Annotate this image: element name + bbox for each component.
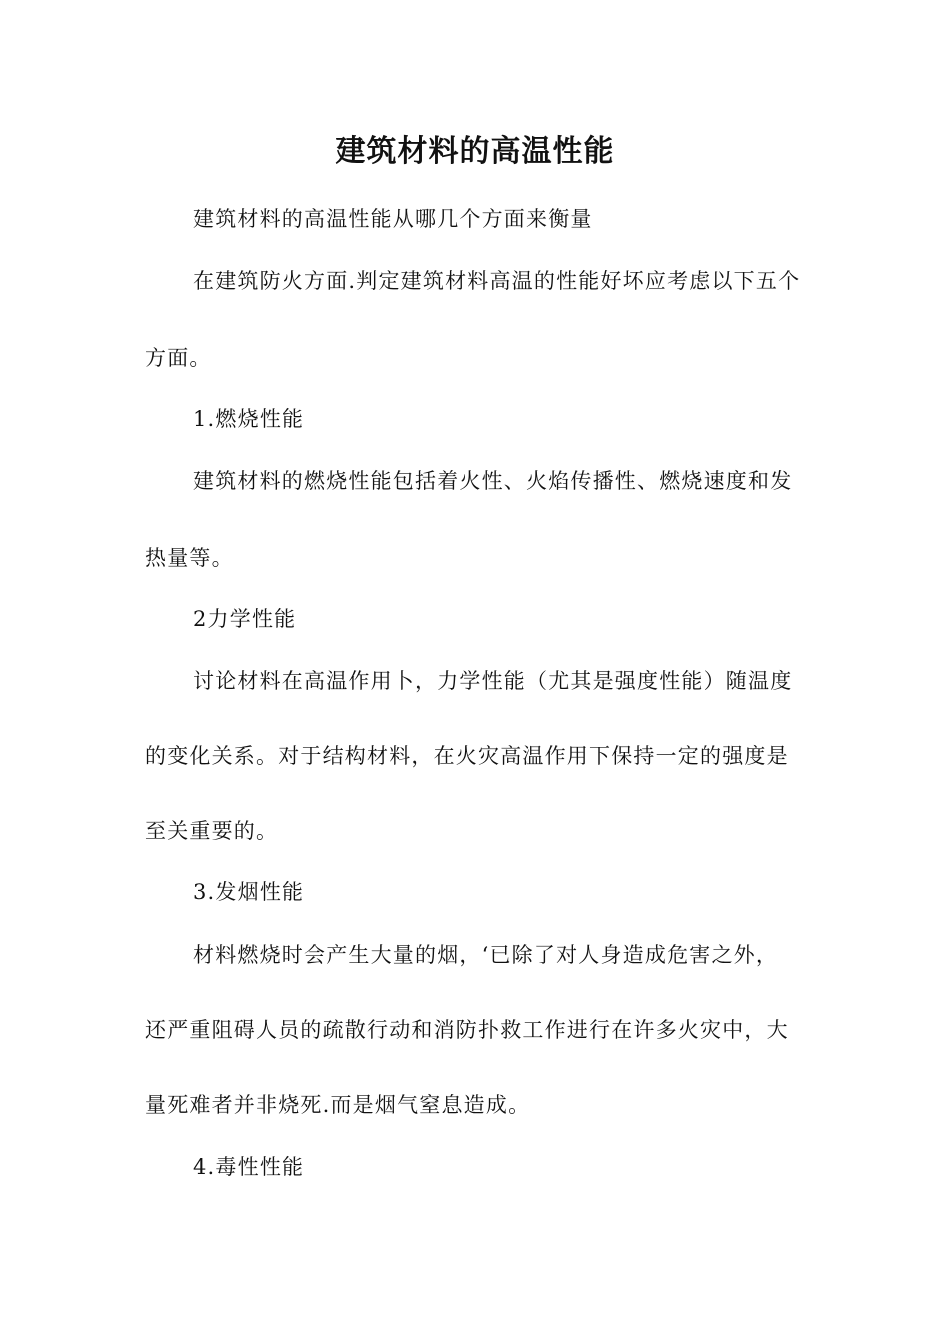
paragraph-line: 讨论材料在高温作用卜，力学性能（尤其是强度性能）随温度: [193, 669, 793, 693]
paragraph-line: 热量等。: [145, 546, 234, 570]
paragraph-line: 还严重阻碍人员的疏散行动和消防扑救工作进行在许多火灾中，大: [145, 1018, 789, 1042]
paragraph-line: 在建筑防火方面.判定建筑材料高温的性能好坏应考虑以下五个: [193, 269, 801, 293]
paragraph-line: 的变化关系。对于结构材料，在火灾高温作用下保持一定的强度是: [145, 744, 789, 768]
subtitle-question: 建筑材料的高温性能从哪几个方面来衡量: [193, 207, 593, 231]
paragraph-line: 量死难者并非烧死.而是烟气窒息造成。: [145, 1093, 531, 1117]
paragraph-line: 至关重要的。: [145, 819, 279, 843]
section-heading-toxicity: 4.毒性性能: [193, 1155, 305, 1179]
section-heading-combustion: 1.燃烧性能: [193, 407, 305, 431]
paragraph-line: 方面。: [145, 346, 212, 370]
document-title: 建筑材料的高温性能: [335, 134, 615, 169]
paragraph-line: 材料燃烧时会产生大量的烟，‘已除了对人身造成危害之外，: [193, 943, 779, 967]
section-heading-mechanical: 2力学性能: [193, 607, 297, 631]
section-heading-smoke: 3.发烟性能: [193, 880, 305, 904]
paragraph-line: 建筑材料的燃烧性能包括着火性、火焰传播性、燃烧速度和发: [193, 469, 793, 493]
